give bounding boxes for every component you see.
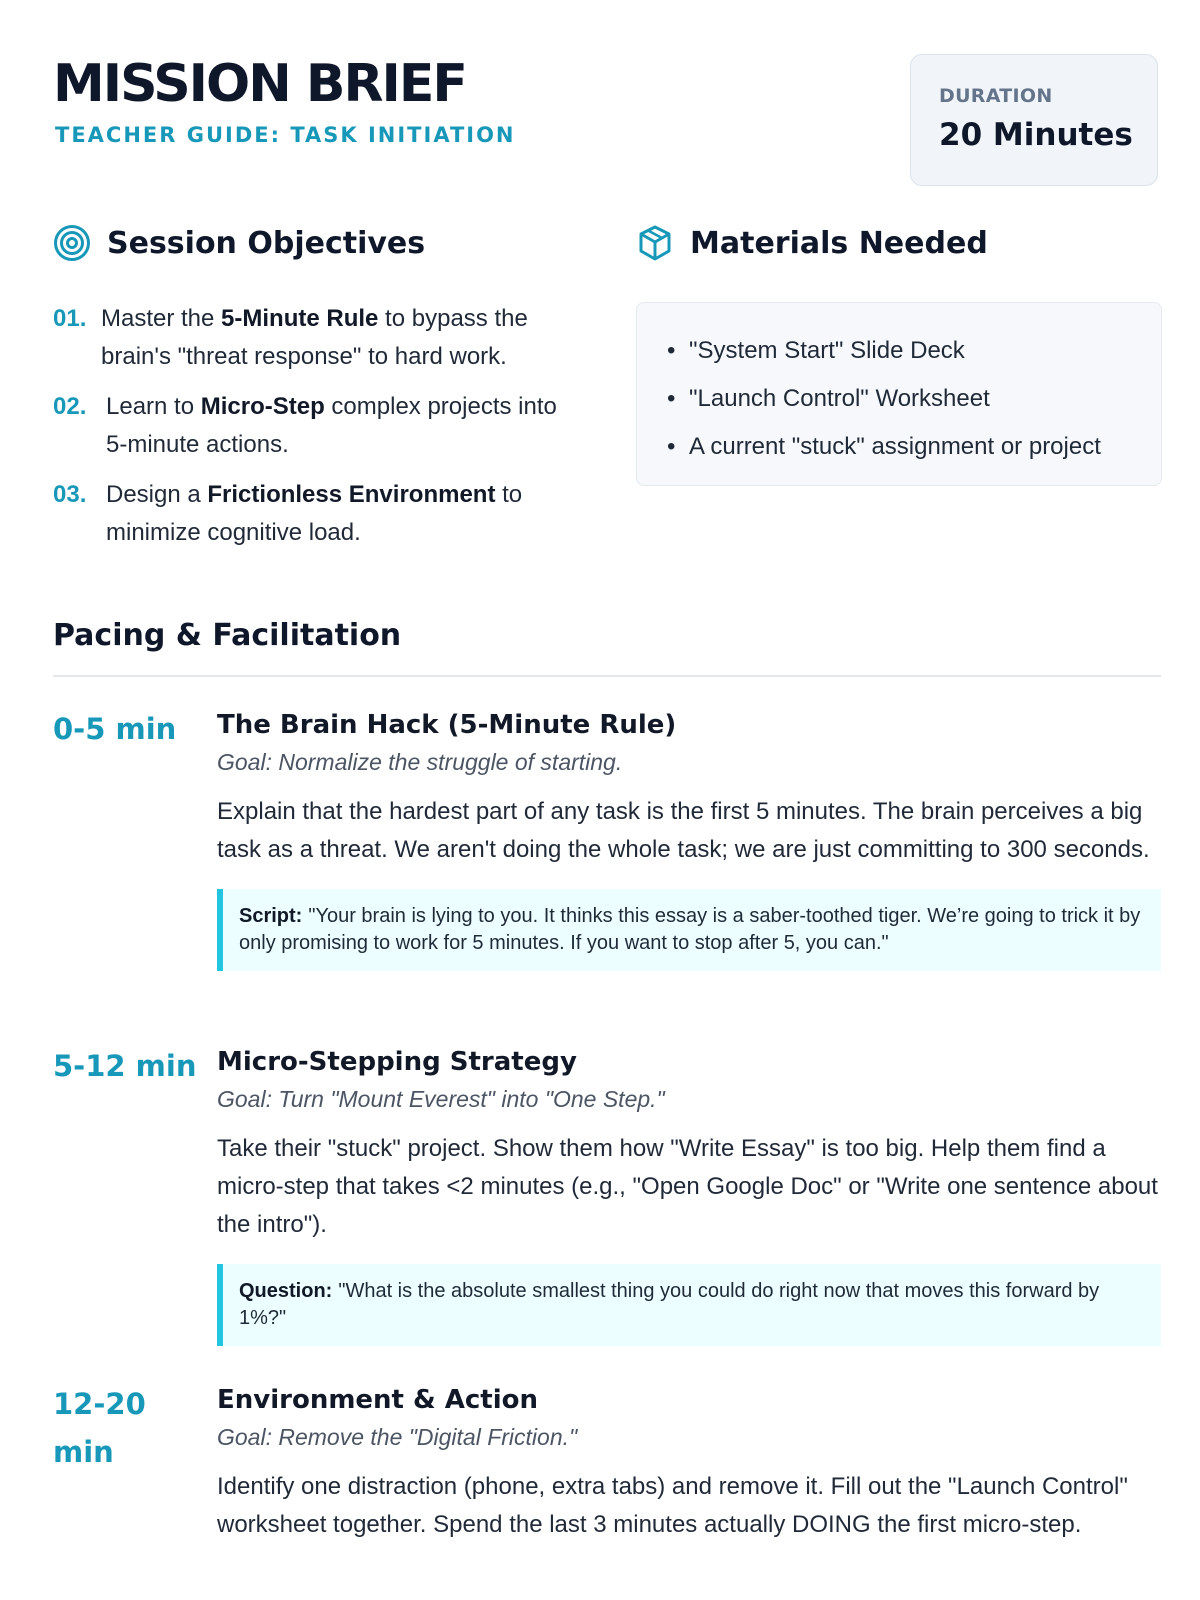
list-item: • "System Start" Slide Deck [667, 337, 965, 364]
objective-number: 02. [53, 393, 87, 420]
slot-description: Identify one distraction (phone, extra tabs) and remove it. Fill out the "Launch Control" worksheet together. Spend the last 3 minutes actually DOING the first micro-step. [217, 1473, 1128, 1538]
objectives-heading-text: Session Objectives [107, 225, 426, 261]
slot-body [217, 1380, 1161, 1544]
objective-item [53, 476, 573, 552]
objective-number: 03. [53, 481, 87, 508]
slot-goal: Goal: Remove the "Digital Friction." [217, 1424, 578, 1450]
slot-title: Environment & Action [217, 1385, 539, 1415]
duration-card [910, 54, 1158, 186]
slot-goal: Goal: Normalize the struggle of starting. [217, 749, 623, 775]
objectives-list [53, 300, 573, 564]
duration-label: DURATION [939, 85, 1053, 107]
list-item: • A current "stuck" assignment or project [667, 433, 1101, 460]
slot-time: 12-20 min [53, 1387, 146, 1469]
section-divider [53, 675, 1161, 677]
slot-body [217, 1042, 1161, 1346]
script-callout [217, 889, 1161, 971]
slot-description: Explain that the hardest part of any task is the first 5 minutes. The brain perceives a big task as a threat. We aren't doing the whole task; we are just committing to 300 seconds. [217, 798, 1150, 863]
slot-title: Micro-Stepping Strategy [217, 1047, 577, 1077]
objective-text: Design a Frictionless Environment to minimize cognitive load. [106, 481, 523, 546]
page-title: MISSION BRIEF [53, 54, 466, 114]
slot-time: 5-12 min [53, 1049, 197, 1083]
slot-goal: Goal: Turn "Mount Everest" into "One Step." [217, 1086, 665, 1112]
materials-list [636, 302, 1162, 486]
callout-text: "Your brain is lying to you. It thinks this essay is a saber-toothed tiger. We’re going to trick it by only promising to work for 5 minutes. If you want to stop after 5, you can." [239, 905, 1141, 954]
objective-text: Learn to Micro-Step complex projects into 5-minute actions. [106, 393, 557, 458]
question-callout [217, 1264, 1161, 1346]
callout-text: "What is the absolute smallest thing you could do right now that moves this forward by 1%?" [239, 1280, 1100, 1329]
objectives-heading [53, 224, 425, 262]
slot-time: 0-5 min [53, 712, 177, 746]
slot-description: Take their "stuck" project. Show them how "Write Essay" is too big. Help them find a micro-step that takes <2 minutes (e.g., "Open Google Doc" or "Write one sentence about the intro"). [217, 1135, 1158, 1238]
pacing-heading [53, 618, 401, 653]
package-icon [636, 224, 674, 262]
page-subtitle: TEACHER GUIDE: TASK INITIATION [55, 123, 516, 147]
slot-body [217, 705, 1161, 971]
duration-value: 20 Minutes [939, 117, 1133, 153]
list-item: • "Launch Control" Worksheet [667, 385, 990, 412]
callout-label: Script: [239, 905, 303, 927]
target-icon [53, 224, 91, 262]
objective-item [53, 388, 573, 464]
slot-title: The Brain Hack (5-Minute Rule) [217, 710, 677, 740]
objective-text: Master the 5-Minute Rule to bypass the brain's "threat response" to hard work. [101, 305, 528, 370]
objective-item [53, 300, 573, 376]
callout-label: Question: [239, 1280, 333, 1302]
pacing-heading-text: Pacing & Facilitation [53, 618, 402, 653]
materials-heading [636, 224, 988, 262]
objective-number: 01. [53, 305, 87, 332]
materials-heading-text: Materials Needed [690, 225, 988, 261]
